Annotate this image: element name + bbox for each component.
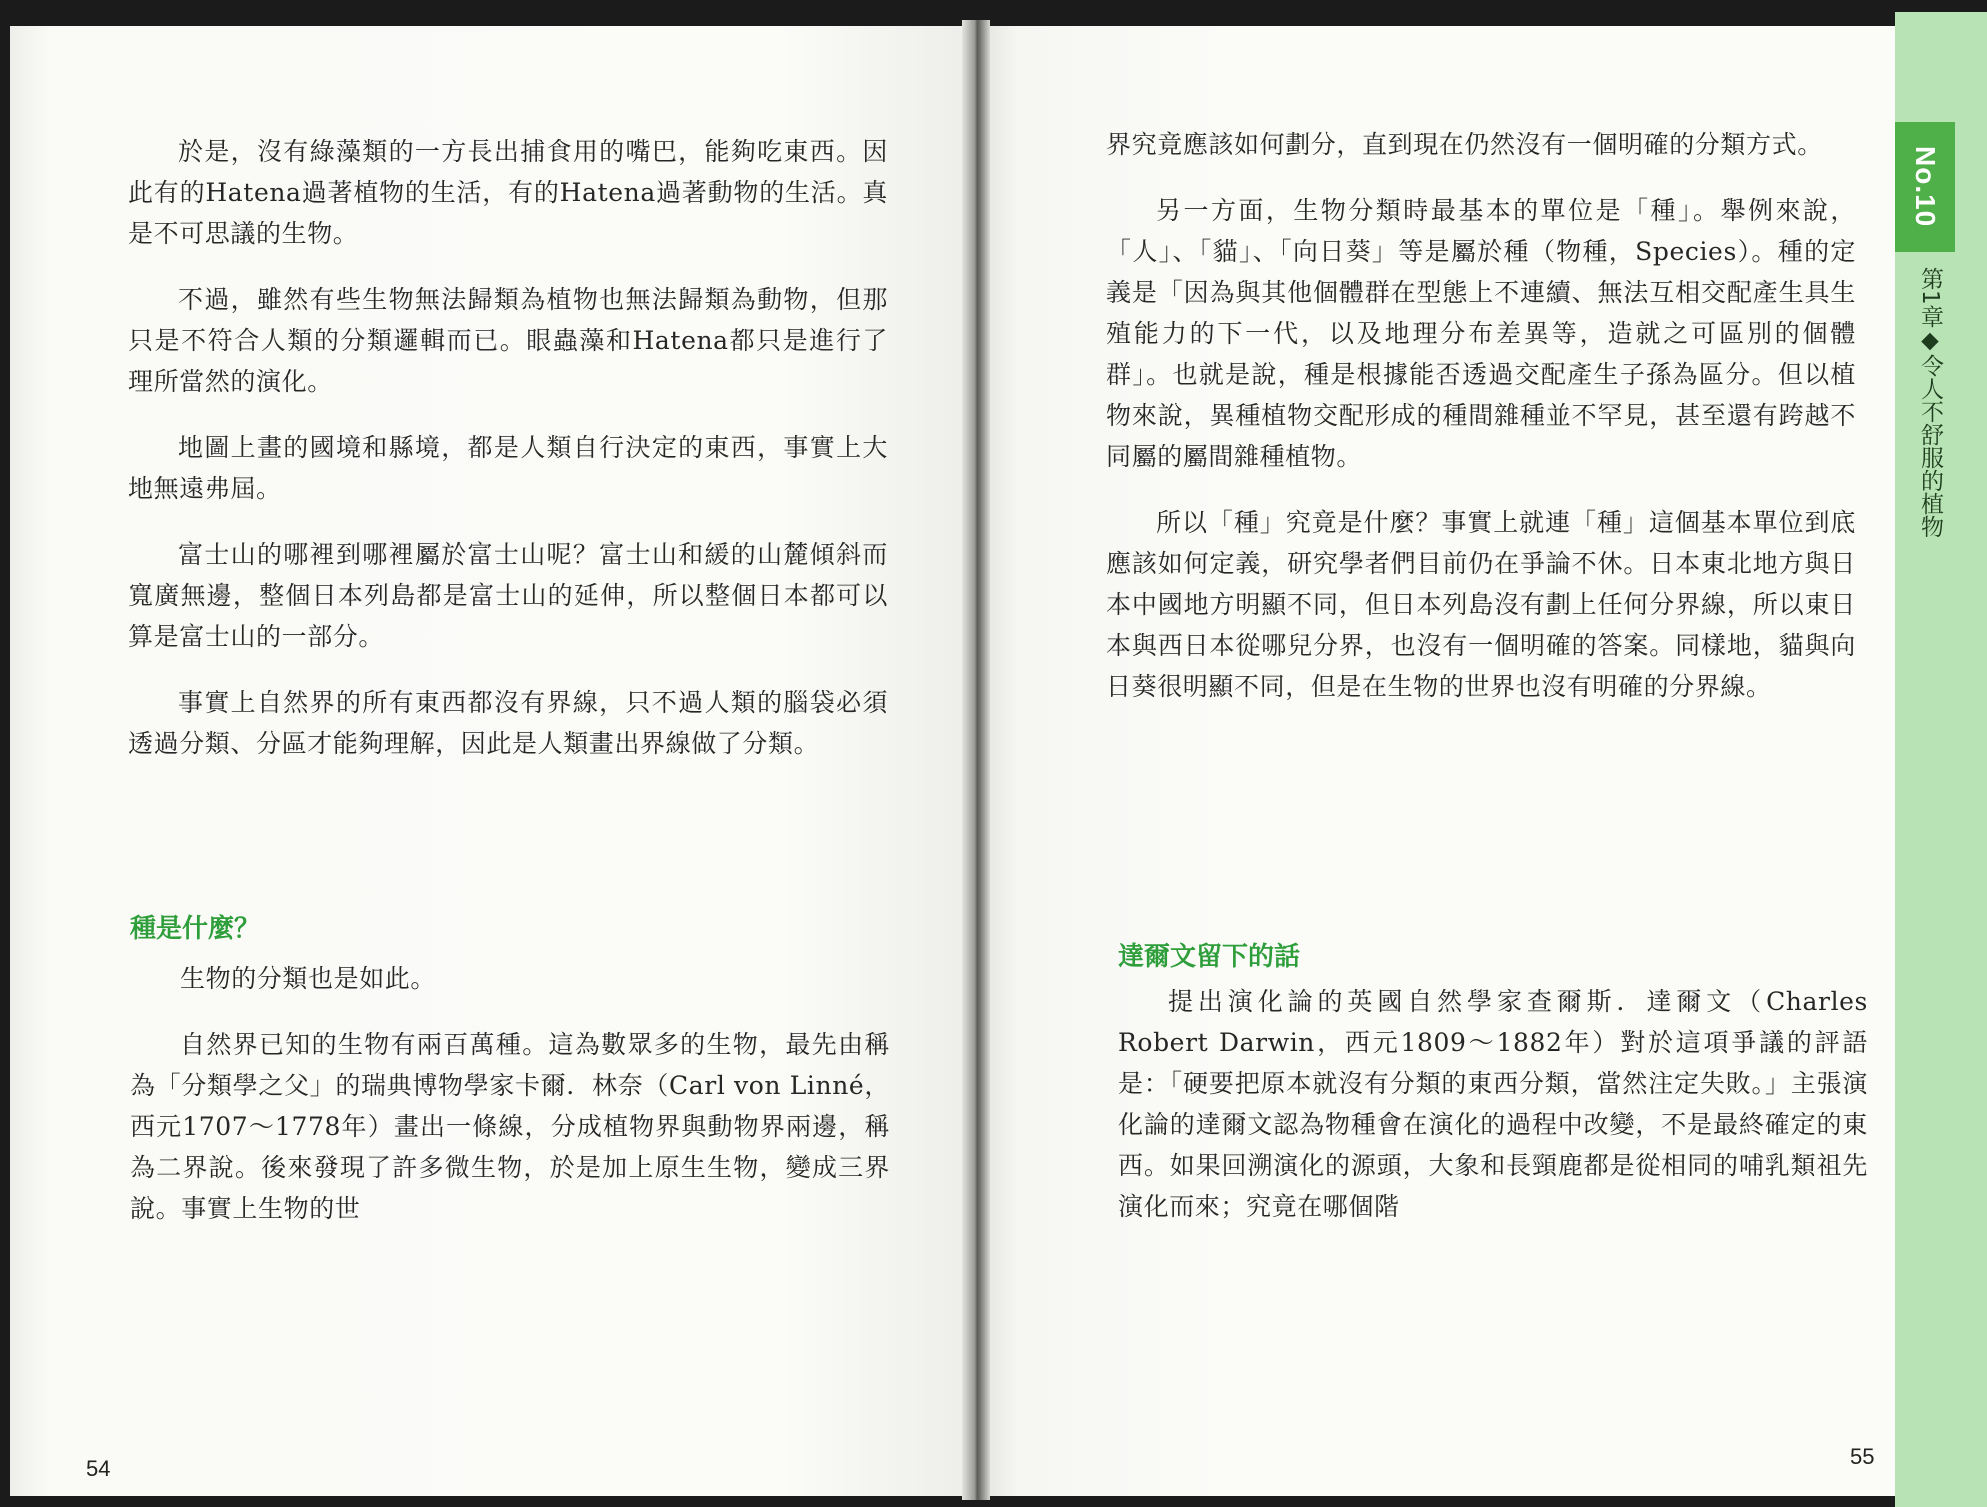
paragraph: 於是，沒有綠藻類的一方長出捕食用的嘴巴，能夠吃東西。因此有的Hatena過著植物的生活，有的Hatena過著動物的生活。真是不可思議的生物。 (128, 137, 888, 248)
paragraph: 提出演化論的英國自然學家查爾斯．達爾文（Charles Robert Darwin，西元1809～1882年）對於這項爭議的評語是：「硬要把原本就沒有分類的東西分類，當然注定失敗。」主張演化論的達爾文認為物種會在演化的過程中改變，不是最終確定的東西。如果回溯演化的源頭，大象和長頸鹿都是從相同的哺乳類祖先演化而來；究竟在哪個階 (1118, 987, 1868, 1221)
left-text-top (128, 131, 888, 789)
chapter-side-tab (1895, 12, 1987, 1507)
paragraph: 所以「種」究竟是什麼？事實上就連「種」這個基本單位到底應該如何定義，研究學者們目前仍在爭論不休。日本東北地方與日本中國地方明顯不同，但日本列島沒有劃上任何分界線，所以東日本與西日本從哪兒分界，也沒有一個明確的答案。同樣地，貓與向日葵很明顯不同，但是在生物的世界也沒有明確的分界線。 (1106, 508, 1856, 701)
left-page (10, 26, 975, 1496)
chapter-title: 第1章◆令人不舒服的植物 (1917, 267, 1943, 538)
paragraph: 另一方面，生物分類時最基本的單位是「種」。舉例來說，「人」、「貓」、「向日葵」等是屬於種（物種，Species）。種的定義是「因為與其他個體群在型態上不連續、無法互相交配產生具生殖能力的下一代，以及地理分布差異等，造就之可區別的個體群」。也就是說，種是根據能否透過交配產生子孫為區分。但以植物來說，異種植物交配形成的種間雜種並不罕見，甚至還有跨越不同屬的屬間雜種植物。 (1106, 196, 1856, 471)
paragraph: 地圖上畫的國境和縣境，都是人類自行決定的東西，事實上大地無遠弗屆。 (128, 433, 888, 503)
section-heading-species: 種是什麼？ (130, 914, 261, 944)
section-heading-darwin: 達爾文留下的話 (1118, 942, 1301, 972)
section-number-badge: No.10 (1895, 122, 1955, 252)
paragraph: 生物的分類也是如此。 (180, 964, 437, 993)
page-number-right: 55 (1850, 1444, 1875, 1469)
right-text-top (1106, 124, 1856, 732)
paragraph: 富士山的哪裡到哪裡屬於富士山呢？富士山和緩的山麓傾斜而寬廣無邊，整個日本列島都是富士山的延伸，所以整個日本都可以算是富士山的一部分。 (128, 540, 888, 651)
paragraph: 事實上自然界的所有東西都沒有界線，只不過人類的腦袋必須透過分類、分區才能夠理解，因此是人類畫出界線做了分類。 (128, 688, 888, 758)
paragraph-continued: 界究竟應該如何劃分，直到現在仍然沒有一個明確的分類方式。 (1106, 130, 1823, 159)
right-page (978, 26, 1978, 1496)
paragraph: 自然界已知的生物有兩百萬種。這為數眾多的生物，最先由稱為「分類學之父」的瑞典博物學家卡爾．林奈（Carl von Linné，西元1707～1778年）畫出一條線，分成植物界與動物界兩邊，稱為二界說。後來發現了許多微生物，於是加上原生生物，變成三界說。事實上生物的世 (130, 1030, 890, 1223)
page-number-left: 54 (86, 1456, 111, 1481)
left-text-bottom (130, 958, 890, 1254)
right-text-bottom (1118, 981, 1868, 1252)
paragraph: 不過，雖然有些生物無法歸類為植物也無法歸類為動物，但那只是不符合人類的分類邏輯而已。眼蟲藻和Hatena都只是進行了理所當然的演化。 (128, 285, 888, 396)
book-gutter (962, 20, 990, 1500)
